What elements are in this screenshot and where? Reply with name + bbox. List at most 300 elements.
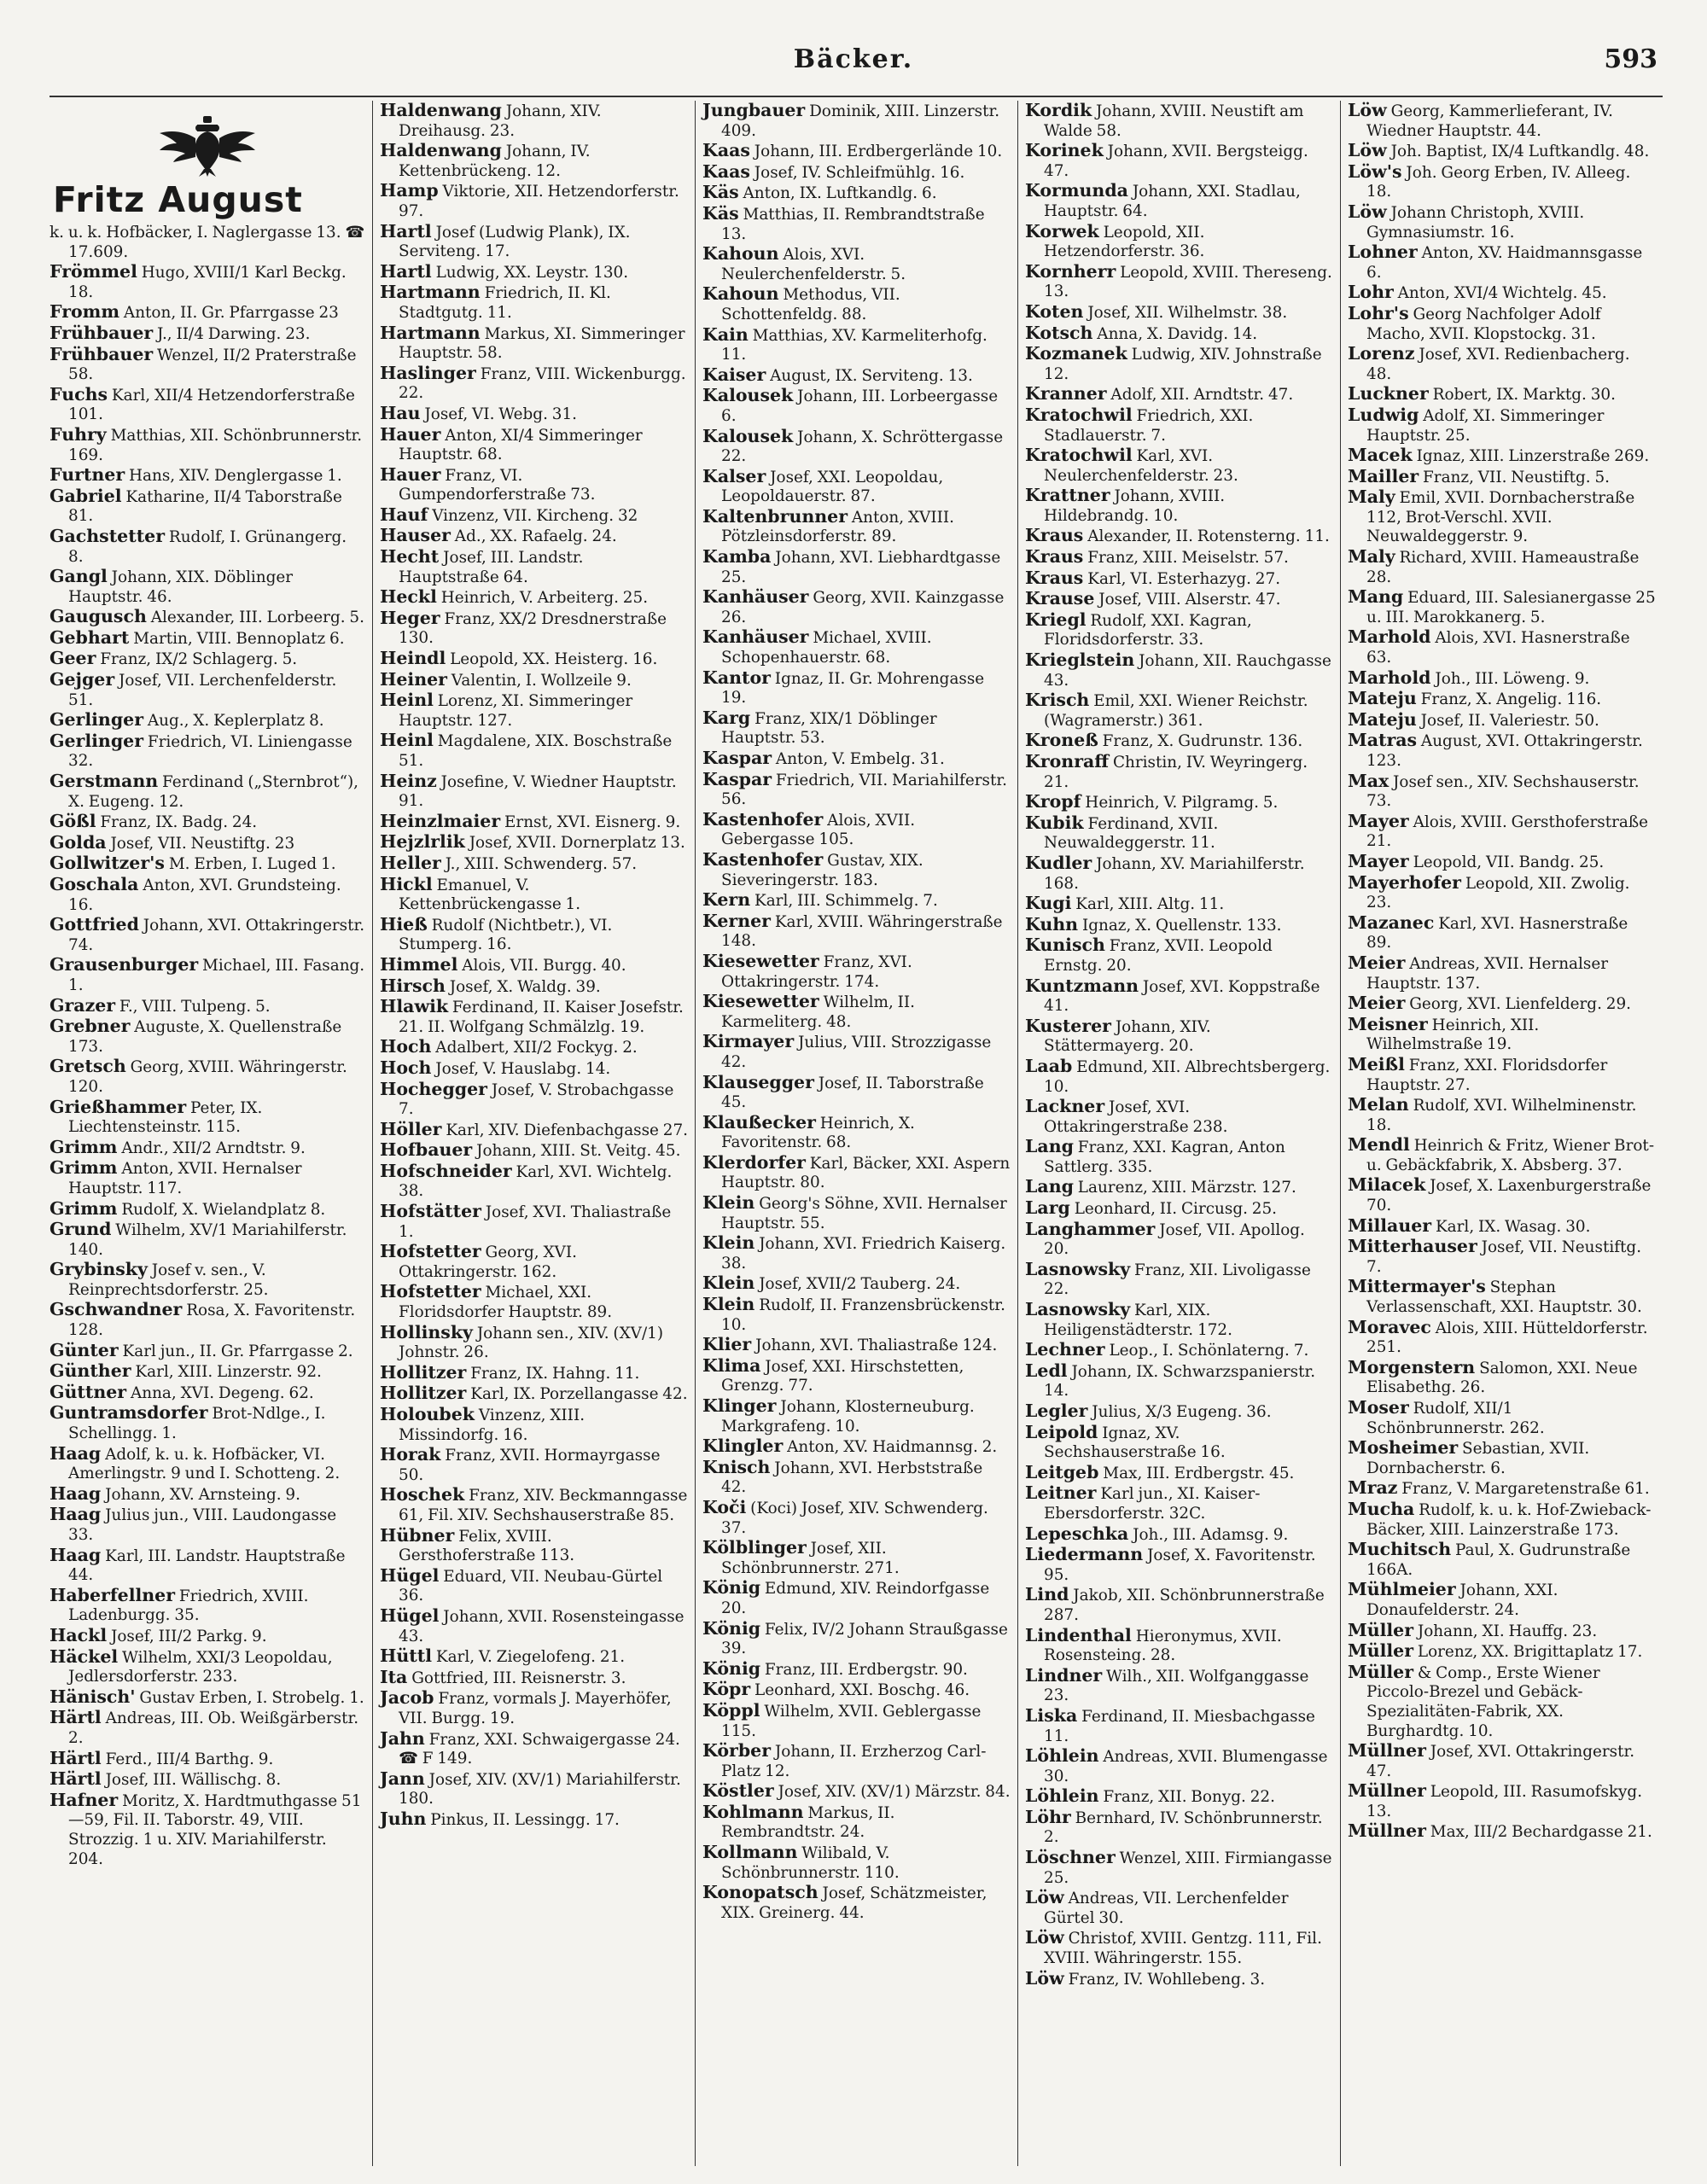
entry-name: Hieß bbox=[380, 913, 428, 935]
entry-name: Grazer bbox=[50, 994, 116, 1016]
directory-entry bbox=[702, 183, 1011, 204]
entry-details: Gottfried, III. Reisnerstr. 3. bbox=[407, 1669, 626, 1687]
entry-details: Anton, IX. Luftkandlg. 6. bbox=[738, 184, 937, 203]
entry-name: Krieglstein bbox=[1025, 649, 1135, 671]
directory-entry bbox=[1025, 1626, 1333, 1666]
entry-name: Heindl bbox=[380, 648, 446, 669]
directory-entry bbox=[50, 812, 365, 833]
entry-details: Karl, III. Landstr. Hauptstraße 44. bbox=[68, 1546, 346, 1585]
entry-name: Lechner bbox=[1025, 1339, 1105, 1360]
directory-entry bbox=[50, 1586, 365, 1626]
directory-entry bbox=[1348, 1135, 1656, 1175]
entry-name: Lorenz bbox=[1348, 343, 1415, 364]
entry-name: Müller bbox=[1348, 1640, 1414, 1662]
entry-name: Guntramsdorfer bbox=[50, 1402, 208, 1424]
entry-name: Millauer bbox=[1348, 1214, 1432, 1236]
directory-entry bbox=[1348, 873, 1656, 913]
directory-entry bbox=[1348, 384, 1656, 405]
directory-entry bbox=[702, 1741, 1011, 1781]
entry-details: Josef, XVI. Redienbacherg. 48. bbox=[1366, 346, 1630, 383]
entry-details: Ferd., III/4 Barthg. 9. bbox=[101, 1750, 274, 1768]
entry-details: F., VIII. Tulpeng. 5. bbox=[115, 997, 271, 1016]
entry-name: Fuchs bbox=[50, 383, 108, 405]
directory-entry bbox=[702, 627, 1011, 667]
entry-details: Adolf, XII. Arndtstr. 47. bbox=[1106, 386, 1294, 405]
entry-details: Karl, XVI. Wichtelg. 38. bbox=[399, 1162, 673, 1201]
directory-entry bbox=[50, 527, 365, 567]
entry-details: Matthias, II. Rembrandtstraße 13. bbox=[721, 205, 985, 243]
entry-details: Johann, XVII. Rosensteingasse 43. bbox=[399, 1607, 685, 1645]
entry-name: Heinz bbox=[380, 770, 437, 791]
entry-details: Josef, X. Waldg. 39. bbox=[445, 977, 601, 996]
entry-name: Grimm bbox=[50, 1157, 118, 1179]
directory-entry bbox=[380, 731, 688, 771]
entry-name: Klein bbox=[702, 1192, 755, 1214]
directory-entry bbox=[702, 1113, 1011, 1153]
entry-details: Anton, XV. Haidmannsgasse 6. bbox=[1366, 244, 1643, 282]
directory-entry bbox=[1025, 1786, 1333, 1808]
directory-entry bbox=[50, 1383, 365, 1404]
entry-name: Kotsch bbox=[1025, 322, 1093, 343]
directory-entry bbox=[380, 1120, 688, 1141]
entry-details: Johann, XIV. Dreihausg. 23. bbox=[399, 102, 602, 140]
entry-details: Karl jun., XI. Kaiser-Ebersdorferstr. 32C. bbox=[1044, 1485, 1261, 1523]
entry-details: Karl, XVIII. Währingerstraße 148. bbox=[721, 912, 1003, 951]
entry-name: Jahn bbox=[380, 1727, 425, 1749]
entry-details: Josef v. sen., V. Reinprechtsdorferstr. 25. bbox=[68, 1261, 269, 1299]
entry-details: Anton, XI/4 Simmeringer Hauptstr. 68. bbox=[399, 426, 643, 464]
entry-name: Löw bbox=[1348, 101, 1387, 120]
entry-details: Josef, XIV. (XV/1) Märzstr. 84. bbox=[773, 1783, 1011, 1802]
entry-details: Aug., X. Keplerplatz 8. bbox=[143, 712, 324, 731]
entry-name: Löw bbox=[1025, 1967, 1064, 1989]
entry-name: Koči bbox=[702, 1496, 747, 1517]
entry-name: Hackl bbox=[50, 1624, 108, 1645]
directory-entry bbox=[50, 628, 365, 649]
directory-entry bbox=[1025, 1746, 1333, 1786]
directory-entry bbox=[1348, 242, 1656, 282]
directory-entry bbox=[380, 141, 688, 181]
entry-name: Müller bbox=[1348, 1619, 1414, 1640]
directory-entry bbox=[380, 1405, 688, 1445]
directory-entry bbox=[702, 850, 1011, 890]
entry-details: Josef, III/2 Parkg. 9. bbox=[107, 1627, 267, 1645]
entry-name: Lindner bbox=[1025, 1664, 1103, 1686]
column-3 bbox=[695, 101, 1017, 2166]
directory-entry bbox=[50, 649, 365, 670]
entry-details: Karl, III. Schimmelg. 7. bbox=[750, 892, 938, 911]
entry-details: Johann, III. Erdbergerlände 10. bbox=[749, 143, 1003, 161]
entry-name: Haldenwang bbox=[380, 140, 502, 161]
entry-name: Köstler bbox=[702, 1780, 774, 1802]
directory-entry bbox=[702, 507, 1011, 547]
entry-details: Vinzenz, VII. Kircheng. 32 bbox=[428, 506, 638, 525]
entry-details: Richard, XVIII. Hameaustraße 28. bbox=[1366, 549, 1640, 586]
directory-entry bbox=[702, 1193, 1011, 1233]
directory-entry bbox=[1025, 792, 1333, 813]
directory-entry bbox=[50, 323, 365, 345]
entry-details: Friedrich, XVIII. Ladenburgg. 35. bbox=[68, 1587, 309, 1625]
directory-entry bbox=[702, 101, 1011, 141]
directory-entry bbox=[1348, 1438, 1656, 1478]
directory-entry bbox=[702, 365, 1011, 387]
entry-name: Larg bbox=[1025, 1197, 1070, 1219]
entry-details: Heinrich & Fritz, Wiener Brot- u. Gebäckfabrik, X. Absberg. 37. bbox=[1366, 1137, 1655, 1174]
entry-name: Luckner bbox=[1348, 383, 1429, 405]
entry-details: Josef, IV. Schleifmühlg. 16. bbox=[749, 163, 965, 182]
entry-name: Grund bbox=[50, 1219, 112, 1240]
entry-details: Karl, IX. Wasag. 30. bbox=[1431, 1217, 1591, 1236]
entry-details: Salomon, XXI. Neue Elisabethg. 26. bbox=[1366, 1359, 1638, 1397]
directory-entry bbox=[50, 1220, 365, 1260]
directory-entry bbox=[50, 1708, 365, 1748]
directory-entry bbox=[50, 1361, 365, 1383]
entry-details: (Koci) Josef, XIV. Schwenderg. 37. bbox=[721, 1499, 988, 1537]
entry-name: Melan bbox=[1348, 1094, 1409, 1115]
directory-entry bbox=[1348, 304, 1656, 344]
entry-name: Lind bbox=[1025, 1584, 1069, 1605]
directory-entry bbox=[702, 1659, 1011, 1680]
directory-entry bbox=[1348, 1540, 1656, 1580]
entry-details: Josef, XVI. Koppstraße 41. bbox=[1044, 977, 1320, 1016]
entry-name: Löw bbox=[1348, 201, 1387, 222]
entry-name: Gerstmann bbox=[50, 771, 159, 792]
entry-name: Mucha bbox=[1348, 1498, 1415, 1519]
entry-name: Hollinsky bbox=[380, 1321, 473, 1342]
directory-entry bbox=[1348, 993, 1656, 1015]
directory-entry bbox=[702, 1498, 1011, 1538]
entry-name: Kuntzmann bbox=[1025, 975, 1139, 996]
entry-details: Max, III/2 Bechardgasse 21. bbox=[1425, 1823, 1652, 1842]
entry-details: Markus, XI. Simmeringer Hauptstr. 58. bbox=[399, 324, 685, 363]
entry-details: Karl, Bäcker, XXI. Aspern Hauptstr. 80. bbox=[721, 1154, 1011, 1192]
entry-details: Franz, XIX/1 Döblinger Hauptstr. 53. bbox=[721, 709, 937, 748]
directory-entry bbox=[1348, 772, 1656, 812]
directory-entry bbox=[1348, 913, 1656, 953]
entry-name: Köpr bbox=[702, 1679, 751, 1700]
directory-entry bbox=[380, 282, 688, 323]
entry-details: Franz, XX/2 Dresdnerstraße 130. bbox=[399, 609, 667, 648]
directory-entry bbox=[1025, 1340, 1333, 1361]
directory-entry bbox=[50, 853, 365, 875]
entry-name: Max bbox=[1348, 770, 1389, 791]
directory-entry bbox=[1348, 141, 1656, 162]
entry-details: Johann, XVI. Ottakringerstr. 74. bbox=[68, 917, 365, 954]
directory-entry bbox=[380, 1646, 688, 1668]
entry-name: Gaugusch bbox=[50, 606, 147, 627]
directory-entry bbox=[702, 1396, 1011, 1436]
directory-entry bbox=[702, 1538, 1011, 1578]
entry-name: Kalousek bbox=[702, 385, 794, 406]
entry-details: Lorenz, XX. Brigittaplatz 17. bbox=[1413, 1643, 1643, 1662]
directory-entry bbox=[1025, 141, 1333, 181]
entry-details: Wenzel, II/2 Praterstraße 58. bbox=[68, 346, 357, 384]
entry-details: Anton, XVI. Grundsteing. 16. bbox=[68, 877, 341, 914]
entry-name: Klinger bbox=[702, 1395, 777, 1416]
directory-entry bbox=[1348, 1398, 1656, 1438]
directory-entry bbox=[50, 1199, 365, 1220]
entry-details: Ernst, XVI. Eisnerg. 9. bbox=[500, 812, 681, 831]
entry-name: Hecht bbox=[380, 546, 440, 568]
entry-details: Ignaz, XIII. Linzerstraße 269. bbox=[1412, 447, 1650, 466]
entry-details: Hugo, XVIII/1 Karl Beckg. 18. bbox=[68, 264, 347, 301]
entry-details: Josef, V. Strobachgasse 7. bbox=[399, 1080, 674, 1119]
entry-details: Felix, XVIII. Gersthoferstraße 113. bbox=[399, 1527, 575, 1565]
entry-details: August, IX. Serviteng. 13. bbox=[766, 366, 973, 385]
entry-details: Alois, XVI. Hasnerstraße 63. bbox=[1366, 629, 1630, 667]
entry-details: Josef, III. Landstr. Hauptstraße 64. bbox=[399, 549, 584, 586]
directory-entry bbox=[380, 772, 688, 812]
entry-details: Johann, XIII. St. Veitg. 45. bbox=[472, 1142, 681, 1161]
entry-details: Michael, XXI. Floridsdorfer Hauptstr. 89. bbox=[399, 1284, 613, 1322]
entry-details: Franz, IV. Wohllebeng. 3. bbox=[1063, 1970, 1266, 1989]
directory-entry bbox=[380, 976, 688, 998]
entry-details: Julius jun., VIII. Laudongasse 33. bbox=[68, 1506, 337, 1544]
entry-details: Pinkus, II. Lessingg. 17. bbox=[426, 1810, 620, 1829]
entry-details: Jakob, XII. Schönbrunnerstraße 287. bbox=[1044, 1587, 1325, 1624]
directory-entry bbox=[1348, 1478, 1656, 1500]
entry-details: Josef, Schätzmeister, XIX. Greinerg. 44. bbox=[721, 1884, 987, 1922]
entry-name: Jacob bbox=[380, 1687, 434, 1709]
entry-details: Josef, X. Favoritenstr. 95. bbox=[1044, 1546, 1316, 1584]
directory-entry bbox=[1025, 547, 1333, 568]
directory-entry bbox=[1025, 262, 1333, 302]
entry-details: Magdalene, XIX. Boschstraße 51. bbox=[399, 732, 673, 770]
entry-name: Meisner bbox=[1348, 1013, 1428, 1034]
entry-details: Joh. Georg Erben, IV. Alleeg. 18. bbox=[1366, 163, 1631, 201]
entry-details: Alexander, II. Rotensterng. 11. bbox=[1083, 527, 1330, 546]
entry-details: Karl, XVI. Neulerchenfelderstr. 23. bbox=[1044, 447, 1238, 485]
entry-details: Johann, XXI. Stadlau, Hauptstr. 64. bbox=[1044, 183, 1301, 220]
entry-details: M. Erben, I. Luged 1. bbox=[164, 855, 336, 874]
entry-name: Kanhäuser bbox=[702, 626, 809, 648]
entry-name: Heger bbox=[380, 607, 440, 628]
directory-entry bbox=[702, 1273, 1011, 1295]
entry-details: Leopold, XII. Hetzendorferstr. 36. bbox=[1044, 223, 1205, 261]
entry-name: Gebhart bbox=[50, 626, 130, 648]
entry-name: Kaiser bbox=[702, 364, 766, 385]
entry-name: Hamp bbox=[380, 180, 439, 201]
entry-name: Mittermayer's bbox=[1348, 1276, 1486, 1297]
entry-name: Hollitzer bbox=[380, 1383, 467, 1404]
entry-name: Löhr bbox=[1025, 1806, 1071, 1827]
entry-details: Georg, Kammerlieferant, IV. Wiedner Hauptstr. 44. bbox=[1366, 102, 1613, 140]
entry-name: Heiner bbox=[380, 668, 447, 690]
entry-name: Jann bbox=[380, 1768, 425, 1789]
directory-entry bbox=[702, 325, 1011, 365]
entry-name: Hauer bbox=[380, 423, 441, 445]
entry-details: Johann, XVI. Thaliastraße 124. bbox=[751, 1337, 998, 1355]
directory-entry bbox=[380, 364, 688, 404]
entry-details: Hieronymus, XVII. Rosensteing. 28. bbox=[1044, 1627, 1282, 1665]
entry-details: Laurenz, XIII. Märzstr. 127. bbox=[1073, 1179, 1296, 1197]
entry-details: Franz, XIV. Beckmanngasse 61, Fil. XIV. Sechshauserstraße 85. bbox=[399, 1487, 688, 1524]
directory-entry bbox=[380, 1809, 688, 1831]
directory-entry bbox=[50, 1484, 365, 1506]
entry-details: Markus, II. Rembrandtstr. 24. bbox=[721, 1803, 895, 1842]
directory-entry bbox=[50, 222, 365, 262]
entry-name: Fromm bbox=[50, 301, 120, 323]
entry-details: Rudolf (Nichtbetr.), VI. Stumperg. 16. bbox=[399, 916, 613, 954]
entry-name: Hübner bbox=[380, 1524, 455, 1546]
entry-details: Johann, II. Erzherzog Carl-Platz 12. bbox=[721, 1743, 987, 1780]
entry-details: Franz, VI. Gumpendorferstraße 73. bbox=[399, 466, 596, 504]
entry-name: Goschala bbox=[50, 874, 139, 894]
entry-name: Mraz bbox=[1348, 1477, 1398, 1499]
directory-entry bbox=[1025, 915, 1333, 936]
entry-name: Kiesewetter bbox=[702, 950, 819, 971]
entry-details: Bernhard, IV. Schönbrunnerstr. 2. bbox=[1044, 1808, 1323, 1847]
entry-name: Hofschneider bbox=[380, 1160, 512, 1181]
entry-name: Fuhry bbox=[50, 423, 107, 445]
entry-name: Kriegl bbox=[1025, 609, 1087, 630]
entry-name: Klein bbox=[702, 1273, 755, 1294]
directory-entry bbox=[50, 302, 365, 323]
entry-name: Ludwig bbox=[1348, 404, 1419, 425]
entry-details: Vinzenz, XIII. Missindorfg. 16. bbox=[399, 1406, 586, 1444]
entry-name: Müllner bbox=[1348, 1740, 1426, 1762]
advertisement bbox=[50, 101, 365, 222]
entry-details: August, XVI. Ottakringerstr. 123. bbox=[1366, 732, 1643, 770]
entry-details: Karl, XVI. Hasnerstraße 89. bbox=[1366, 914, 1628, 952]
entry-details: Johann, Klosterneuburg. Markgrafeng. 10. bbox=[721, 1398, 975, 1436]
directory-entry bbox=[702, 992, 1011, 1032]
entry-details: Franz, XIII. Meiselstr. 57. bbox=[1083, 549, 1289, 568]
entry-details: Paul, X. Gudrunstraße 166A. bbox=[1366, 1541, 1631, 1579]
directory-entry bbox=[1348, 446, 1656, 467]
entry-name: Mayerhofer bbox=[1348, 871, 1461, 893]
entry-details: Josef (Ludwig Plank), IX. Serviteng. 17. bbox=[399, 223, 631, 261]
entry-name: Karg bbox=[702, 707, 751, 728]
entry-name: Maly bbox=[1348, 546, 1395, 568]
entry-details: Julius, X/3 Eugeng. 36. bbox=[1087, 1403, 1272, 1421]
directory-entry bbox=[50, 262, 365, 302]
entry-details: Joh. Baptist, IX/4 Luftkandlg. 48. bbox=[1386, 143, 1650, 161]
entry-name: Kratochwil bbox=[1025, 404, 1133, 425]
entry-details: Franz, IX. Hahng. 11. bbox=[466, 1364, 640, 1383]
entry-details: Wilh., XII. Wolfganggasse 23. bbox=[1044, 1667, 1309, 1705]
entry-name: Krattner bbox=[1025, 485, 1110, 506]
directory-entry bbox=[50, 1300, 365, 1340]
entry-name: Kölblinger bbox=[702, 1537, 807, 1558]
entry-name: Kormunda bbox=[1025, 180, 1128, 201]
entry-details: Alois, XVI. Neulerchenfelderstr. 5. bbox=[721, 246, 906, 283]
directory-entry bbox=[380, 505, 688, 527]
entry-details: Ad., XX. Rafaelg. 24. bbox=[450, 527, 617, 546]
entry-name: Hochegger bbox=[380, 1078, 487, 1099]
entry-details: Franz, XII. Livoligasse 22. bbox=[1044, 1261, 1311, 1299]
entry-details: Emanuel, V. Kettenbrückengasse 1. bbox=[399, 876, 581, 914]
entry-details: Heinrich, XII. Wilhelmstraße 19. bbox=[1366, 1016, 1540, 1054]
entry-name: Haag bbox=[50, 1442, 102, 1464]
directory-entry bbox=[380, 1769, 688, 1809]
entry-details: Anton, XVI/4 Wichtelg. 45. bbox=[1393, 284, 1607, 303]
directory-entry bbox=[1025, 813, 1333, 853]
entry-details: Wenzel, XIII. Firmiangasse 25. bbox=[1044, 1849, 1332, 1887]
entry-name: Gschwandner bbox=[50, 1299, 183, 1320]
directory-entry bbox=[50, 345, 365, 385]
entry-name: Hofstetter bbox=[380, 1281, 481, 1302]
entry-details: Josef, VII. Lerchenfelderstr. 51. bbox=[68, 672, 337, 709]
entry-name: Hügel bbox=[380, 1564, 440, 1586]
entry-name: Mosheimer bbox=[1348, 1437, 1459, 1459]
entry-name: Leitgeb bbox=[1025, 1461, 1099, 1482]
directory-entry bbox=[1348, 1175, 1656, 1215]
directory-entry bbox=[702, 748, 1011, 770]
entry-details: Franz, vormals J. Mayerhöfer, VII. Burgg. 19. bbox=[399, 1690, 672, 1727]
directory-entry bbox=[702, 1578, 1011, 1618]
directory-entry bbox=[380, 1606, 688, 1646]
entry-name: Hickl bbox=[380, 873, 433, 894]
directory-entry bbox=[50, 1647, 365, 1687]
directory-entry bbox=[1348, 344, 1656, 384]
directory-entry bbox=[1025, 1220, 1333, 1260]
entry-details: Ferdinand, XVII. Neuwaldeggerstr. 11. bbox=[1044, 814, 1219, 853]
directory-entry bbox=[50, 425, 365, 465]
directory-entry bbox=[380, 1668, 688, 1689]
directory-entry bbox=[50, 1158, 365, 1198]
entry-details: Leopold, XII. Zwolig. 23. bbox=[1366, 874, 1630, 912]
entry-details: Johann, XVI. Herbststraße 42. bbox=[721, 1459, 983, 1497]
entry-name: Kraus bbox=[1025, 546, 1084, 568]
entry-name: Klerdorfer bbox=[702, 1151, 806, 1173]
entry-details: Josef, II. Valeriestr. 50. bbox=[1416, 711, 1599, 730]
directory-entry bbox=[1025, 222, 1333, 262]
entry-details: Joh., III. Löweng. 9. bbox=[1430, 669, 1590, 688]
directory-entry bbox=[1025, 101, 1333, 141]
entry-name: Kollmann bbox=[702, 1842, 798, 1863]
entry-details: Johann Christoph, XVIII. Gymnasiumstr. 16. bbox=[1366, 203, 1585, 242]
entry-name: Hartmann bbox=[380, 322, 481, 343]
entry-details: Eduard, III. Salesianergasse 25 u. III. Marokkanerg. 5. bbox=[1366, 589, 1656, 626]
entry-name: Heckl bbox=[380, 586, 437, 608]
entry-details: Josef, VII. Neustiftg. 23 bbox=[106, 834, 295, 853]
entry-details: Johann sen., XIV. (XV/1) Johnstr. 26. bbox=[399, 1324, 664, 1362]
directory-entry bbox=[1348, 1741, 1656, 1781]
directory-entry bbox=[1025, 1928, 1333, 1968]
entry-name: Mazanec bbox=[1348, 911, 1435, 933]
entry-name: Härtl bbox=[50, 1768, 102, 1790]
directory-entry bbox=[380, 915, 688, 955]
directory-entry bbox=[1025, 1198, 1333, 1220]
directory-entry bbox=[50, 1791, 365, 1869]
directory-entry bbox=[50, 731, 365, 772]
entry-details: Johann, IV. Kettenbrückeng. 12. bbox=[399, 143, 591, 180]
entry-details: Anna, X. Davidg. 14. bbox=[1092, 324, 1258, 343]
entry-details: Georg's Söhne, XVII. Hernalser Hauptstr. 55. bbox=[721, 1195, 1007, 1232]
advertiser-name: Fritz August bbox=[53, 179, 303, 220]
entry-name: Hafner bbox=[50, 1789, 119, 1810]
entry-details: Julius, VIII. Strozzigasse 42. bbox=[721, 1034, 992, 1071]
entry-details: Katharine, II/4 Taborstraße 81. bbox=[68, 487, 342, 526]
entry-name: Kaspar bbox=[702, 748, 772, 768]
entry-name: Höller bbox=[380, 1118, 442, 1139]
entry-details: Ignaz, II. Gr. Mohrengasse 19. bbox=[721, 669, 985, 708]
directory-entry bbox=[1025, 1016, 1333, 1057]
entry-name: Marhold bbox=[1348, 626, 1431, 648]
entry-details: Friedrich, VI. Liniengasse 32. bbox=[68, 732, 352, 771]
directory-entry bbox=[380, 1037, 688, 1058]
entry-details: Josef, VI. Webg. 31. bbox=[420, 405, 578, 423]
directory-entry bbox=[380, 465, 688, 505]
entry-details: Felix, IV/2 Johann Straußgasse 39. bbox=[721, 1620, 1008, 1658]
entry-details: Josef, XII. Wilhelmstr. 38. bbox=[1083, 303, 1288, 322]
entry-details: Brot-Ndlge., I. Schellingg. 1. bbox=[68, 1405, 326, 1443]
entry-details: Rudolf, XII/1 Schönbrunnerstr. 262. bbox=[1366, 1400, 1545, 1437]
entry-name: Liedermann bbox=[1025, 1544, 1144, 1565]
entry-name: Günter bbox=[50, 1339, 119, 1360]
entry-name: Golda bbox=[50, 831, 107, 853]
